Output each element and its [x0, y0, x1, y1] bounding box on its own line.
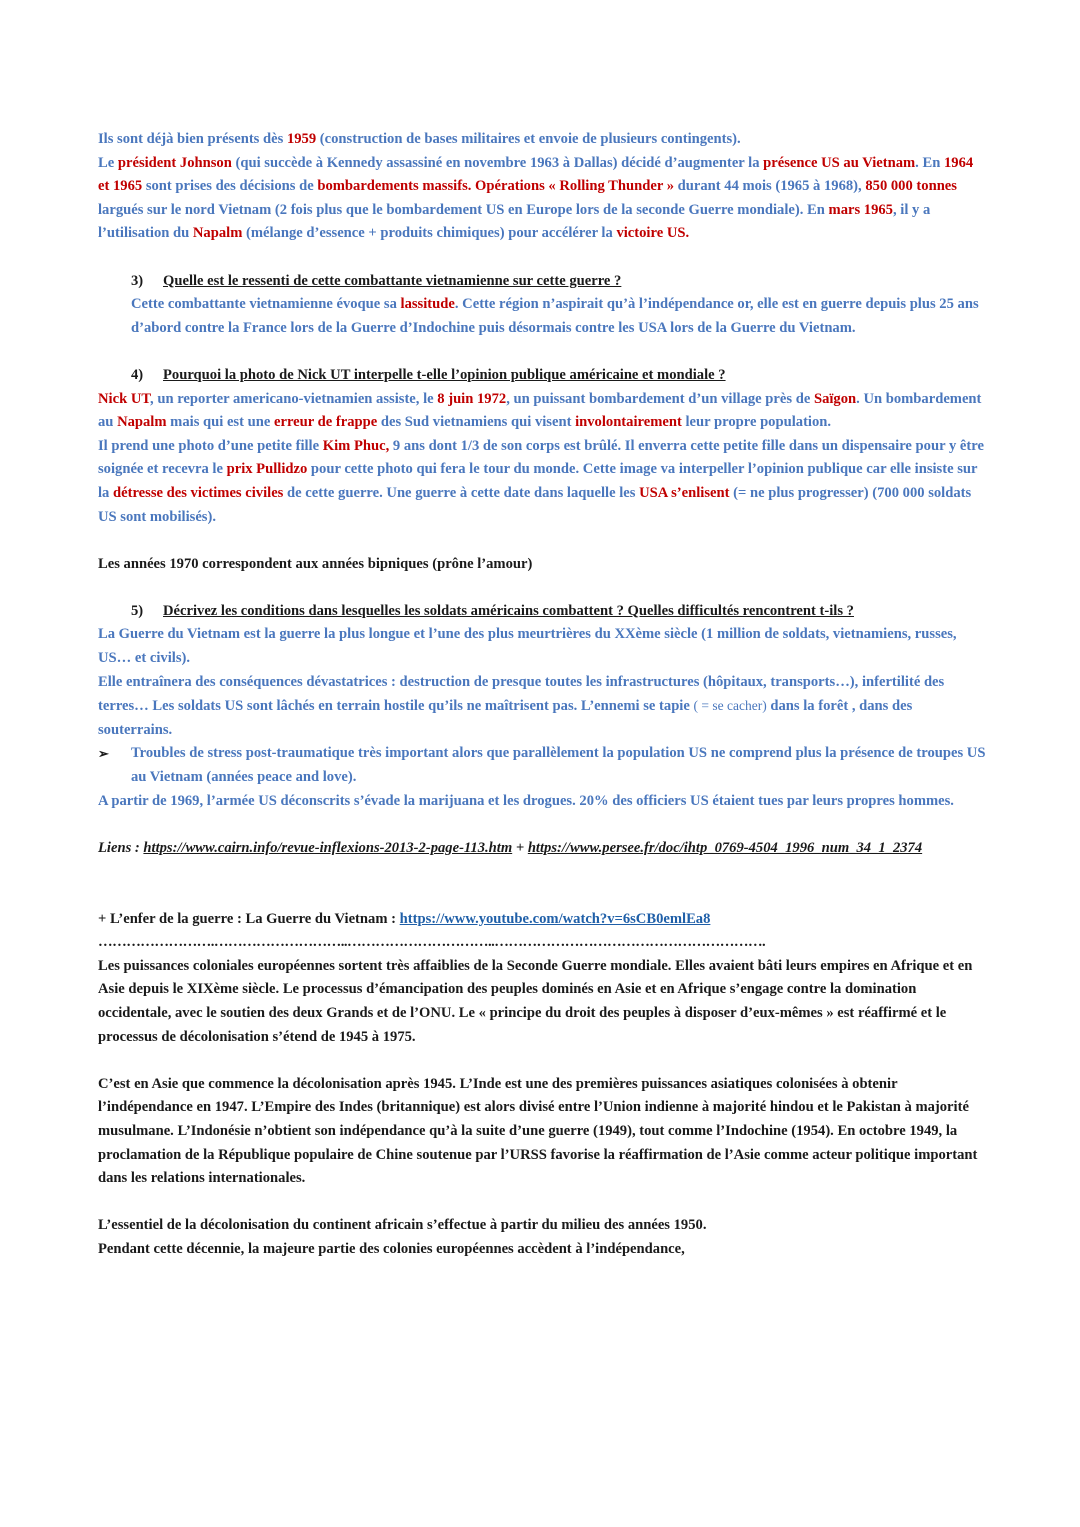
text-run: (mélange d’essence + produits chimiques) pour accélérer la — [242, 225, 617, 242]
links-line — [98, 837, 986, 861]
question-4 — [98, 364, 986, 388]
decolonisation-paragraph-2: C’est en Asie que commence la décolonisation après 1945. L’Inde est une des premières puissances asiatiques colonisées à obtenir l’indépendance en 1947. L’Empire des Indes (britannique) est alors divisé entre l’Union indienne à majorité hindou et le Pakistan à majorité musulmane. L’Indonésie n’obtient son indépendance qu’à la suite d’une guerre (1949), tout comme l’Indochine (1954). En octobre 1949, la proclamation de la République populaire de Chine soutenue par l’URSS favorise la réaffirmation de l’Asie comme acteur politique important dans les relations internationales. — [98, 1075, 978, 1187]
highlight-presence: présence US au Vietnam — [763, 154, 916, 171]
arrow-bullet-icon: ➢ — [98, 746, 109, 762]
question-3 — [98, 270, 986, 294]
question-text: Quelle est le ressenti de cette combattante vietnamienne sur cette guerre ? — [163, 272, 622, 289]
text-run: (construction de bases militaires et envoie de plusieurs contingents). — [316, 131, 741, 147]
answer-5-part-2 — [98, 671, 986, 743]
bullet-item — [98, 742, 986, 789]
highlight-involontairement: involontairement — [575, 414, 682, 431]
decolonisation-paragraph-1: Les puissances coloniales européennes sortent très affaiblies de la Seconde Guerre mondiale. Elles avaient bâti leurs empires en Afrique et en Asie depuis le XIXème siècle. Le processus d’émancipation des peuples dominés en Asie et en Afrique s’engage contre la domination occidentale, avec le soutien des deux Grands et de l’ONU. Le « principe du droit des peuples à disposer d’eux-mêmes » est réaffirmé et le processus de décolonisation s’étend de 1945 à 1975. — [98, 957, 973, 1045]
highlight-detresse: détresse des victimes civiles — [113, 484, 284, 501]
highlight-date: 8 juin 1972 — [437, 390, 507, 407]
text-run: pour cette photo qui fera le tour du monde. Cette image va interpeller l’opinion publique car elle insiste sur la — [98, 461, 978, 501]
highlight-years: 1964 et 1965 — [98, 154, 974, 195]
text-run: dans la forêt , dans des souterrains. — [98, 698, 913, 738]
question-number: 4) — [131, 366, 144, 383]
highlight-kim-phuc: Kim Phuc, — [322, 437, 390, 454]
decolonisation-paragraph-3b: Pendant cette décennie, la majeure partie des colonies européennes accèdent à l’indépendance, — [98, 1240, 685, 1257]
answer-3 — [98, 293, 986, 340]
links-label: Liens : — [98, 839, 144, 856]
highlight-johnson: président Johnson — [117, 154, 232, 171]
presence-paragraph-line — [98, 128, 986, 152]
text-run: + — [512, 839, 528, 856]
question-number: 3) — [131, 272, 144, 289]
highlight-saigon: Saïgon — [813, 390, 857, 407]
document-content — [98, 128, 986, 1262]
highlight-enlisent: USA s’enlisent — [639, 484, 730, 501]
text-run: Il prend une photo d’une petite fille — [98, 437, 323, 454]
decolonisation-paragraph-3a: L’essentiel de la décolonisation du continent africain s’effectue à partir du milieu des années 1950. — [98, 1217, 707, 1234]
highlight-rolling-thunder: bombardements massifs. Opérations « Rolling Thunder » — [317, 178, 674, 195]
highlight-tonnes: 850 000 tonnes — [865, 178, 957, 195]
persee-link[interactable]: https://www.persee.fr/doc/ihtp_0769-4504_1996_num_34_1_2374 — [527, 839, 923, 856]
text-run: . Un bombardement au — [98, 390, 982, 431]
text-run: Le — [98, 154, 118, 171]
text-run: , un reporter americano-vietnamien assiste, le — [150, 390, 438, 407]
highlight-prix: prix Pullidzo — [226, 461, 308, 478]
text-run: (= ne plus progresser) (700 000 soldats US sont mobilisés). — [98, 484, 972, 525]
cairn-link[interactable]: https://www.cairn.info/revue-inflexions-2013-2-page-113.htm — [143, 839, 513, 856]
text-run: Ils sont déjà bien présents dès — [98, 131, 287, 147]
text-run: leur propre population. — [681, 414, 832, 431]
text-run: , il y a l’utilisation du — [98, 201, 931, 242]
johnson-paragraph — [98, 152, 986, 246]
note-1970s: Les années 1970 correspondent aux années bipniques (prône l’amour) — [98, 555, 533, 572]
answer-5-part-3: A partir de 1969, l’armée US déconscrits s’évade la marijuana et les drogues. 20% des officiers US étaient tues par leurs propres hommes. — [98, 792, 954, 809]
youtube-link[interactable]: https://www.youtube.com/watch?v=6sCB0emlEa8 — [399, 910, 711, 927]
text-run: largués sur le nord Vietnam (2 fois plus que le bombardement US en Europe lors de la seconde Guerre mondiale). En — [98, 201, 829, 218]
highlight-napalm: Napalm — [192, 225, 243, 242]
answer-5-part-1: La Guerre du Vietnam est la guerre la plus longue et l’une des plus meurtrières du XXème siècle (1 million de soldats, vietnamiens, russes, US… et civils). — [98, 626, 957, 667]
definition-note: ( = se cacher) — [693, 698, 767, 714]
text-run: durant 44 mois (1965 à 1968), — [674, 178, 866, 195]
answer-4-part-2 — [98, 435, 986, 529]
highlight-lassitude: lassitude — [400, 296, 455, 313]
question-text: Décrivez les conditions dans lesquelles les soldats américains combattent ? Quelles difficultés rencontrent t-ils ? — [163, 602, 854, 619]
text-run: mais qui est une — [166, 414, 274, 431]
video-line — [98, 908, 986, 932]
video-label: + L’enfer de la guerre : La Guerre du Vietnam : — [98, 910, 400, 927]
text-run: (qui succède à Kennedy assassiné en novembre 1963 à Dallas) décidé d’augmenter la — [231, 154, 764, 171]
text-run: de cette guerre. Une guerre à cette date dans laquelle les — [283, 484, 640, 501]
text-run: des Sud vietnamiens qui visent — [377, 414, 576, 431]
highlight-napalm: Napalm — [117, 414, 167, 431]
text-run: , un puissant bombardement d’un village près de — [506, 390, 814, 407]
text-run: Elle entraînera des conséquences dévastatrices : destruction de presque toutes les infrastructures (hôpitaux, transports…), infertilité des terres… Les soldats US sont lâchés en terrain hostile qu’ils ne maîtrisent pas. L’ennemi se tapie — [98, 673, 945, 715]
highlight-erreur: erreur de frappe — [273, 414, 378, 431]
highlight-nick-ut: Nick UT — [98, 390, 151, 407]
bullet-text: Troubles de stress post-traumatique très important alors que parallèlement la population US ne comprend plus la présence de troupes US au Vietnam (années peace and love). — [131, 745, 986, 786]
text-run: 9 ans dont 1/3 de son corps est brûlé. Il enverra cette petite fille dans un dispensaire pour y être soignée et recevra le — [98, 437, 984, 478]
text-run: . Cette région n’aspirait qu’à l’indépendance or, elle est en guerre depuis plus 25 ans d’abord contre la France lors de la Guerre d’Indochine puis désormais contre les USA lors de la Guerre du Vietnam. — [131, 296, 979, 336]
question-number: 5) — [131, 602, 144, 619]
highlight-march-1965: mars 1965 — [828, 201, 893, 218]
text-run: Cette combattante vietnamienne évoque sa — [131, 296, 401, 313]
highlight-1959: 1959 — [286, 131, 317, 147]
text-run: sont prises des décisions de — [142, 178, 318, 195]
dotted-separator: …………………….………………………..…………………………..…………………………………………………. — [98, 934, 766, 951]
highlight-victoire: victoire US. — [616, 225, 690, 242]
text-run: . En — [915, 154, 944, 171]
question-text: Pourquoi la photo de Nick UT interpelle t-elle l’opinion publique américaine et mondiale ? — [163, 366, 726, 383]
answer-4-part-1 — [98, 388, 986, 435]
question-5 — [98, 600, 986, 624]
